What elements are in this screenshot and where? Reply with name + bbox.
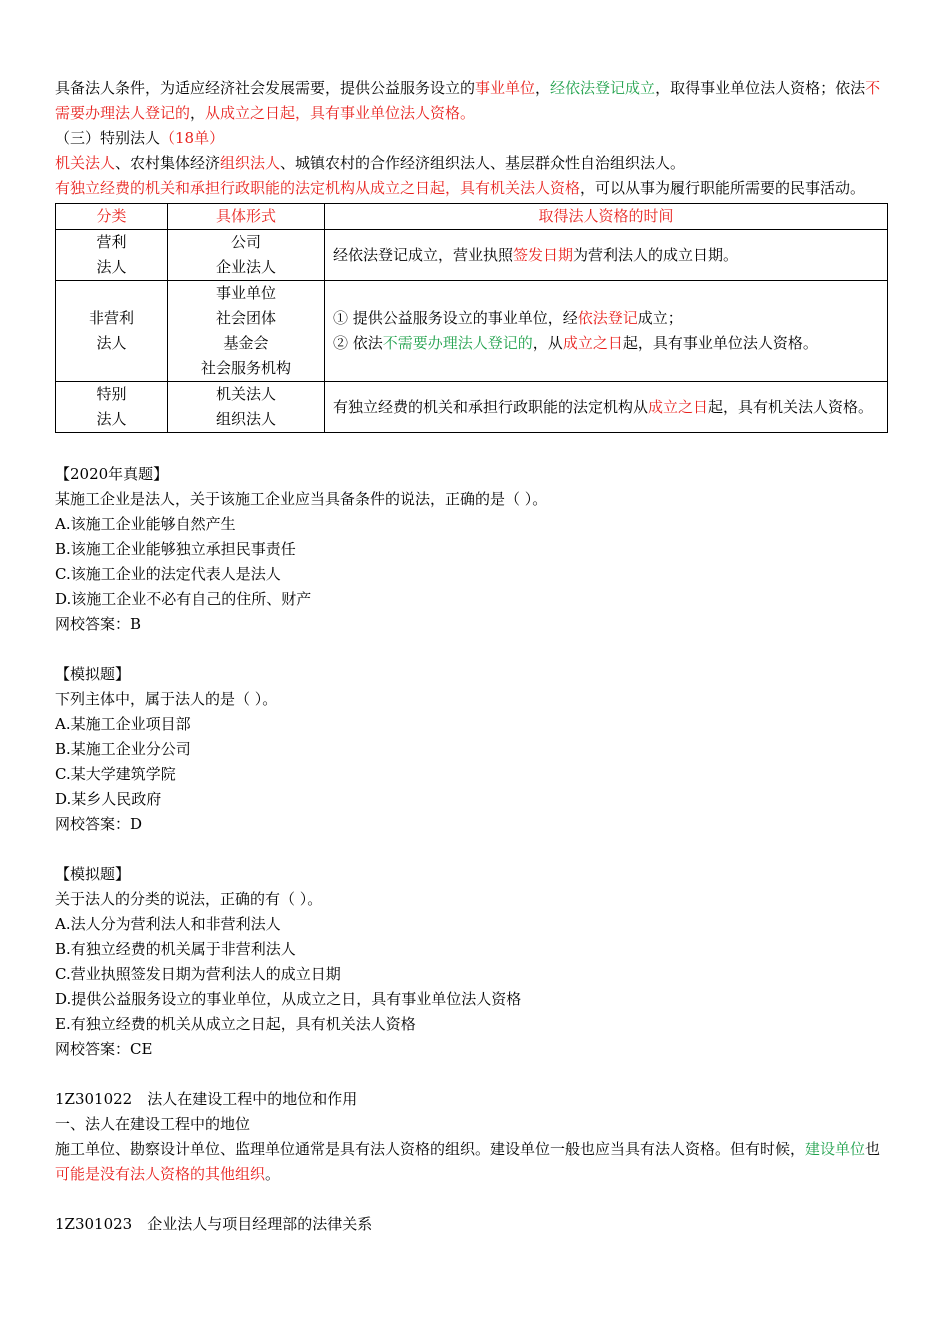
question-block (55, 862, 895, 1062)
table-cell-forms: 公司 企业法人 (168, 230, 325, 281)
question-option: D.该施工企业不必有自己的住所、财产 (55, 590, 312, 608)
intro-text: 具备法人条件，为适应经济社会发展需要，提供公益服务设立的 (55, 79, 476, 97)
section3-heading: （三）特别法人（18单） (55, 129, 225, 147)
table-header-cell: 分类 (56, 204, 168, 230)
question-option: E.有独立经费的机关从成立之日起，具有机关法人资格 (55, 1015, 416, 1033)
section-title: 1Z301022 法人在建设工程中的地位和作用 (55, 1090, 358, 1108)
question-tag: 【模拟题】 (55, 665, 131, 683)
table-header-cell: 取得法人资格的时间 (325, 204, 888, 230)
table-cell-forms: 机关法人 组织法人 (168, 382, 325, 433)
intro-text: 。 (460, 104, 476, 122)
intro-text: ， (190, 104, 206, 122)
question-option: D.提供公益服务设立的事业单位，从成立之日，具有事业单位法人资格 (55, 990, 522, 1008)
document-page (55, 76, 895, 1237)
question-option: B.某施工企业分公司 (55, 740, 191, 758)
table-row (56, 230, 888, 281)
table-cell-time: 经依法登记成立，营业执照签发日期为营利法人的成立日期。 (325, 230, 888, 281)
question-tag: 【2020年真题】 (55, 465, 169, 483)
section-title: 1Z301023 企业法人与项目经理部的法律关系 (55, 1215, 373, 1233)
question-answer: 网校答案：D (55, 815, 143, 833)
question-stem: 关于法人的分类的说法，正确的有（ ）。 (55, 890, 323, 908)
question-stem: 某施工企业是法人，关于该施工企业应当具备条件的说法，正确的是（ ）。 (55, 490, 548, 508)
table-cell-category: 非营利 法人 (56, 281, 168, 382)
question-option: C.该施工企业的法定代表人是法人 (55, 565, 281, 583)
question-tag: 【模拟题】 (55, 865, 131, 883)
intro-highlight: 经依法登记成立 (550, 79, 656, 97)
table-cell-category: 营利 法人 (56, 230, 168, 281)
question-option: D.某乡人民政府 (55, 790, 162, 808)
question-option: A.某施工企业项目部 (55, 715, 191, 733)
table-cell-category: 特别 法人 (56, 382, 168, 433)
table-row (56, 382, 888, 433)
table-row (56, 281, 888, 382)
table-cell-time: 有独立经费的机关和承担行政职能的法定机构从成立之日起，具有机关法人资格。 (325, 382, 888, 433)
question-answer: 网校答案：CE (55, 1040, 153, 1058)
question-answer: 网校答案：B (55, 615, 142, 633)
table-header-cell: 具体形式 (168, 204, 325, 230)
intro-highlight: 不需要办理法人登记的 (55, 79, 881, 122)
question-option: B.该施工企业能够独立承担民事责任 (55, 540, 296, 558)
question-option: A.法人分为营利法人和非营利法人 (55, 915, 281, 933)
heading-note: （18单） (160, 129, 225, 147)
question-option: C.营业执照签发日期为营利法人的成立日期 (55, 965, 341, 983)
intro-text: ，取得事业单位法人资格；依法 (655, 79, 866, 97)
intro-paragraph (55, 76, 895, 126)
section-paragraph: 施工单位、勘察设计单位、监理单位通常是具有法人资格的组织。建设单位一般也应当具有法人资格。但有时候，建设单位也可能是没有法人资格的其他组织。 (55, 1140, 881, 1183)
question-block (55, 462, 895, 637)
question-option: C.某大学建筑学院 (55, 765, 176, 783)
intro-highlight: 事业单位 (475, 79, 536, 97)
section-subtitle: 一、法人在建设工程中的地位 (55, 1115, 251, 1133)
table-header-row (56, 204, 888, 230)
table-cell-time: ① 提供公益服务设立的事业单位，经依法登记成立； ② 依法不需要办理法人登记的，从成立之日起，具有事业单位法人资格。 (325, 281, 888, 382)
legal-person-table (55, 203, 888, 433)
table-cell-forms: 事业单位 社会团体 基金会 社会服务机构 (168, 281, 325, 382)
intro-text: ， (535, 79, 551, 97)
question-option: B.有独立经费的机关属于非营利法人 (55, 940, 296, 958)
question-block (55, 662, 895, 837)
section3-types: 机关法人、农村集体经济组织法人、城镇农村的合作经济组织法人、基层群众性自治组织法人。 (55, 154, 686, 172)
question-stem: 下列主体中，属于法人的是（ ）。 (55, 690, 278, 708)
intro-highlight: 从成立之日起，具有事业单位法人资格 (205, 104, 461, 122)
section3-paragraph: 有独立经费的机关和承担行政职能的法定机构从成立之日起，具有机关法人资格，可以从事为履行职能所需要的民事活动。 (55, 179, 866, 197)
question-option: A.该施工企业能够自然产生 (55, 515, 236, 533)
